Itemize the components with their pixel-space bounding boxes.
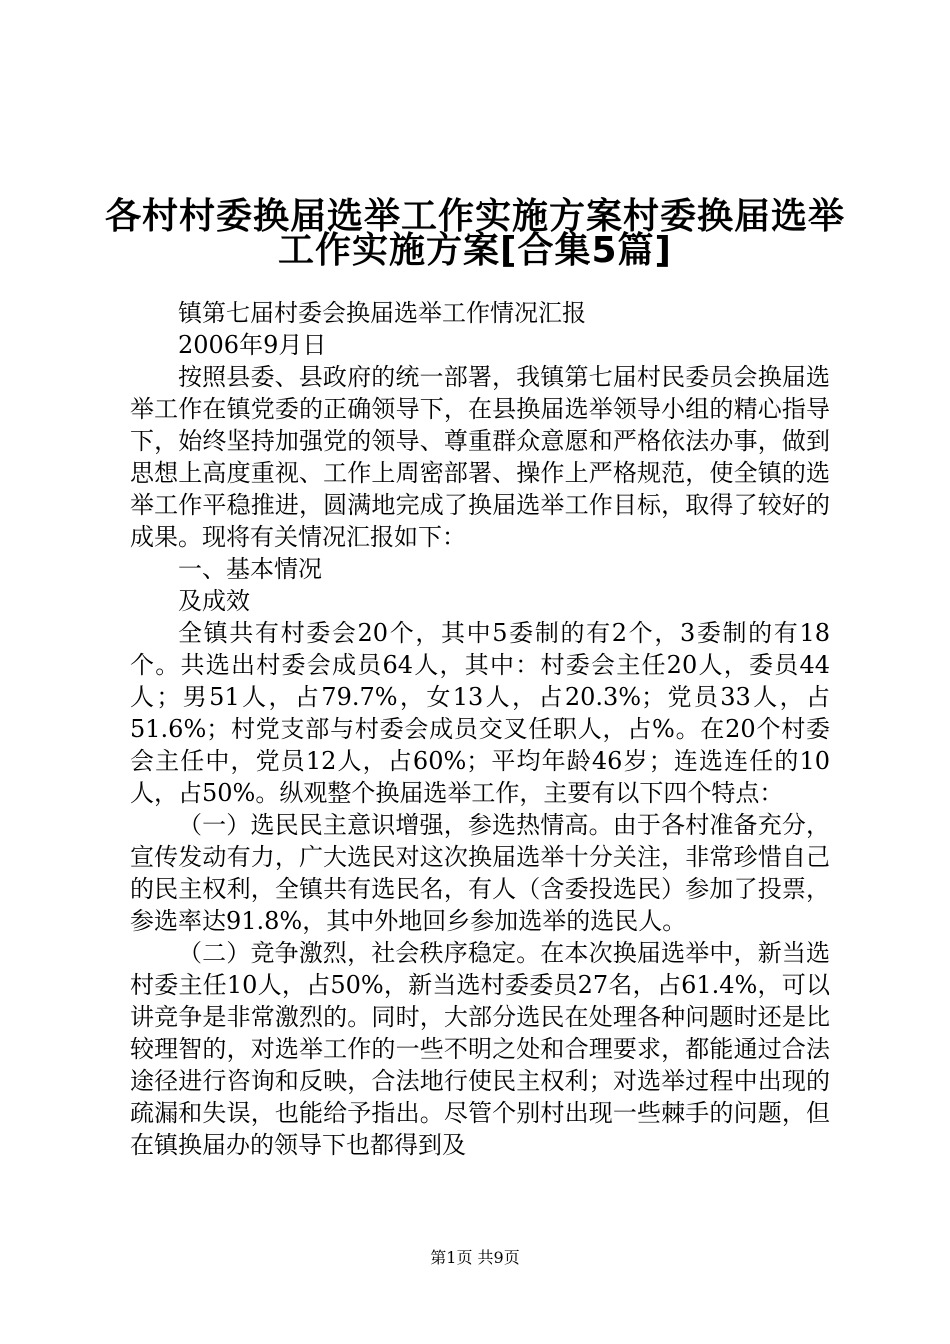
- body-paragraph: 全镇共有村委会20个，其中5委制的有2个，3委制的有18个。共选出村委会成员64人，其中：村委会主任20人，委员44人；男51人，占79.7%，女13人，占20.3%；党员33人，占51.6%；村党支部与村委会成员交叉任职人，占%。在20个村委会主任中，党员12人，占60%；平均年龄46岁；连选连任的10人，占50%。纵观整个换届选举工作，主要有以下四个特点：: [130, 619, 830, 807]
- document-body: [130, 297, 830, 1161]
- report-heading: 镇第七届村委会换届选举工作情况汇报: [178, 299, 586, 327]
- document-title-line-2: 工作实施方案[合集5篇]: [278, 230, 672, 271]
- body-paragraph: （一）选民民主意识增强，参选热情高。由于各村准备充分，宣传发动有力，广大选民对这次换届选举十分关注，非常珍惜自己的民主权利，全镇共有选民名，有人（含委投选民）参加了投票，参选率达91.8%，其中外地回乡参加选举的选民人。: [130, 811, 830, 935]
- body-paragraph: （二）竞争激烈，社会秩序稳定。在本次换届选举中，新当选村委主任10人，占50%，新当选村委委员27名，占61.4%，可以讲竞争是非常激烈的。同时，大部分选民在处理各种问题时还是比较理智的，对选举工作的一些不明之处和合理要求，都能通过合法途径进行咨询和反映，合法地行使民主权利；对选举过程中出现的疏漏和失误，也能给予指出。尽管个别村出现一些棘手的问题，但在镇换届办的领导下也都得到及: [130, 939, 830, 1159]
- report-date: 2006年9月日: [178, 331, 327, 359]
- body-paragraph: 按照县委、县政府的统一部署，我镇第七届村民委员会换届选举工作在镇党委的正确领导下，在县换届选举领导小组的精心指导下，始终坚持加强党的领导、尊重群众意愿和严格依法办事，做到思想上高度重视、工作上周密部署、操作上严格规范，使全镇的选举工作平稳推进，圆满地完成了换届选举工作目标，取得了较好的成果。现将有关情况汇报如下：: [130, 363, 830, 551]
- page-footer: 第1页 共9页: [430, 1248, 520, 1267]
- document-title-line-1: 各村村委换届选举工作实施方案村委换届选举: [104, 196, 845, 237]
- section-heading-continuation: 及成效: [178, 587, 250, 615]
- section-heading: 一、基本情况: [178, 555, 322, 583]
